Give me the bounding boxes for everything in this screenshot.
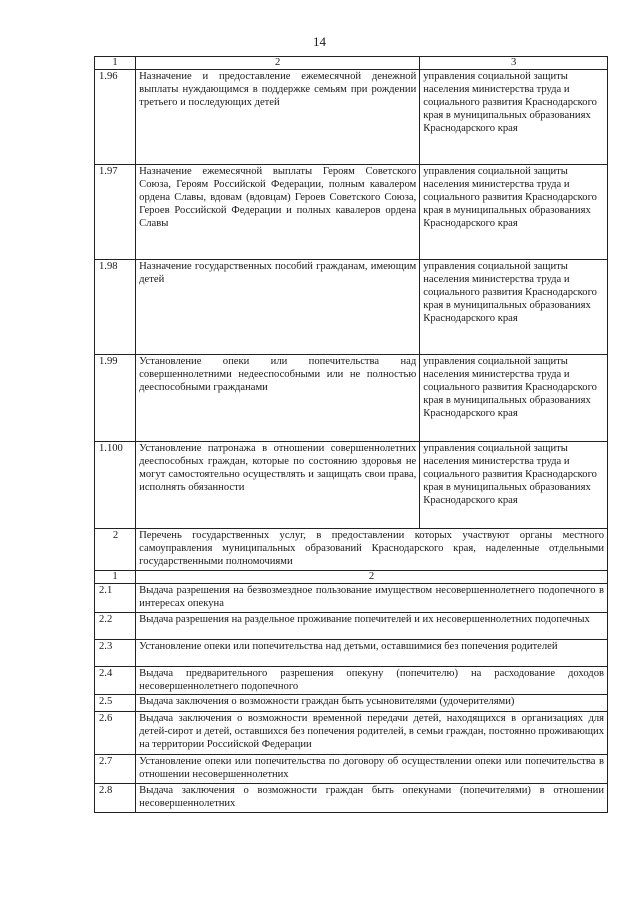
row-number: 1.97	[95, 165, 136, 260]
table-row	[95, 784, 608, 813]
services-table	[94, 56, 608, 813]
service-name: Установление патронажа в отношении совершеннолетних дееспособных граждан, которые по состоянию здоровья не могут самостоятельно осуществлять и защищать свои права, исполнять обязанности	[136, 442, 420, 529]
table-row	[95, 639, 608, 666]
agency-name: управления социальной защиты населения министерства труда и социального развития Краснодарского края в муниципальных образованиях Краснодарского края	[420, 165, 608, 260]
service-name: Выдача заключения о возможности граждан быть опекунами (попечителями) в отношении несовершеннолетних	[136, 784, 608, 813]
service-name: Назначение ежемесячной выплаты Героям Советского Союза, Героям Российской Федерации, полным кавалером ордена Славы, вдовам (вдовцам) Героев Советского Союза, Героев Российской Федерации и полных кавалеров ордена Славы	[136, 165, 420, 260]
table-row	[95, 712, 608, 755]
row-number: 2.8	[95, 784, 136, 813]
table-row	[95, 666, 608, 695]
table-row	[95, 355, 608, 442]
agency-name: управления социальной защиты населения министерства труда и социального развития Краснодарского края в муниципальных образованиях Краснодарского края	[420, 70, 608, 165]
section-title: Перечень государственных услуг, в предоставлении которых участвуют органы местного самоуправления муниципальных образований Краснодарского края, наделенные отдельными государственными полномочиями	[136, 529, 608, 571]
table-row	[95, 612, 608, 639]
service-name: Выдача разрешения на безвозмездное пользование имуществом несовершеннолетнего подопечного в интересах опекуна	[136, 583, 608, 612]
header-cell-service: 2	[136, 57, 420, 70]
table-row	[95, 442, 608, 529]
page-number: 14	[313, 34, 326, 49]
service-name: Выдача разрешения на раздельное проживание попечителей и их несовершеннолетних подопечных	[136, 612, 608, 639]
row-number: 2.5	[95, 695, 136, 712]
service-name: Выдача заключения о возможности граждан быть усыновителями (удочерителями)	[136, 695, 608, 712]
row-number: 1.99	[95, 355, 136, 442]
section-number: 2	[95, 529, 136, 571]
header-cell-service: 2	[136, 570, 608, 583]
table-row	[95, 165, 608, 260]
row-number: 1.98	[95, 260, 136, 355]
table-row	[95, 70, 608, 165]
service-name: Назначение и предоставление ежемесячной денежной выплаты нуждающимся в поддержке семьям при рождении третьего и последующих детей	[136, 70, 420, 165]
service-name: Установление опеки или попечительства над детьми, оставшимися без попечения родителей	[136, 639, 608, 666]
service-name: Установление опеки или попечительства по договору об осуществлении опеки или попечительства в отношении несовершеннолетних	[136, 755, 608, 784]
agency-name: управления социальной защиты населения министерства труда и социального развития Краснодарского края в муниципальных образованиях Краснодарского края	[420, 260, 608, 355]
row-number: 1.100	[95, 442, 136, 529]
row-number: 2.6	[95, 712, 136, 755]
table-row	[95, 583, 608, 612]
header-cell-num: 1	[95, 57, 136, 70]
service-name: Выдача предварительного разрешения опекуну (попечителю) на расходование доходов несовершеннолетнего подопечного	[136, 666, 608, 695]
row-number: 2.2	[95, 612, 136, 639]
table-header-row	[95, 57, 608, 70]
agency-name: управления социальной защиты населения министерства труда и социального развития Краснодарского края в муниципальных образованиях Краснодарского края	[420, 355, 608, 442]
header-cell-num: 1	[95, 570, 136, 583]
row-number: 2.1	[95, 583, 136, 612]
service-name: Выдача заключения о возможности временной передачи детей, находящихся в организациях для детей-сирот и детей, оставшихся без попечения родителей, в семьи граждан, постоянно проживающих на территории Российской Федерации	[136, 712, 608, 755]
section-row	[95, 529, 608, 571]
agency-name: управления социальной защиты населения министерства труда и социального развития Краснодарского края в муниципальных образованиях Краснодарского края	[420, 442, 608, 529]
service-name: Установление опеки или попечительства над совершеннолетними недееспособными или не полностью дееспособными гражданами	[136, 355, 420, 442]
row-number: 2.4	[95, 666, 136, 695]
table-header-row	[95, 570, 608, 583]
row-number: 2.7	[95, 755, 136, 784]
header-cell-agency: 3	[420, 57, 608, 70]
row-number: 2.3	[95, 639, 136, 666]
table-row	[95, 695, 608, 712]
table-row	[95, 260, 608, 355]
table-row	[95, 755, 608, 784]
service-name: Назначение государственных пособий гражданам, имеющим детей	[136, 260, 420, 355]
row-number: 1.96	[95, 70, 136, 165]
